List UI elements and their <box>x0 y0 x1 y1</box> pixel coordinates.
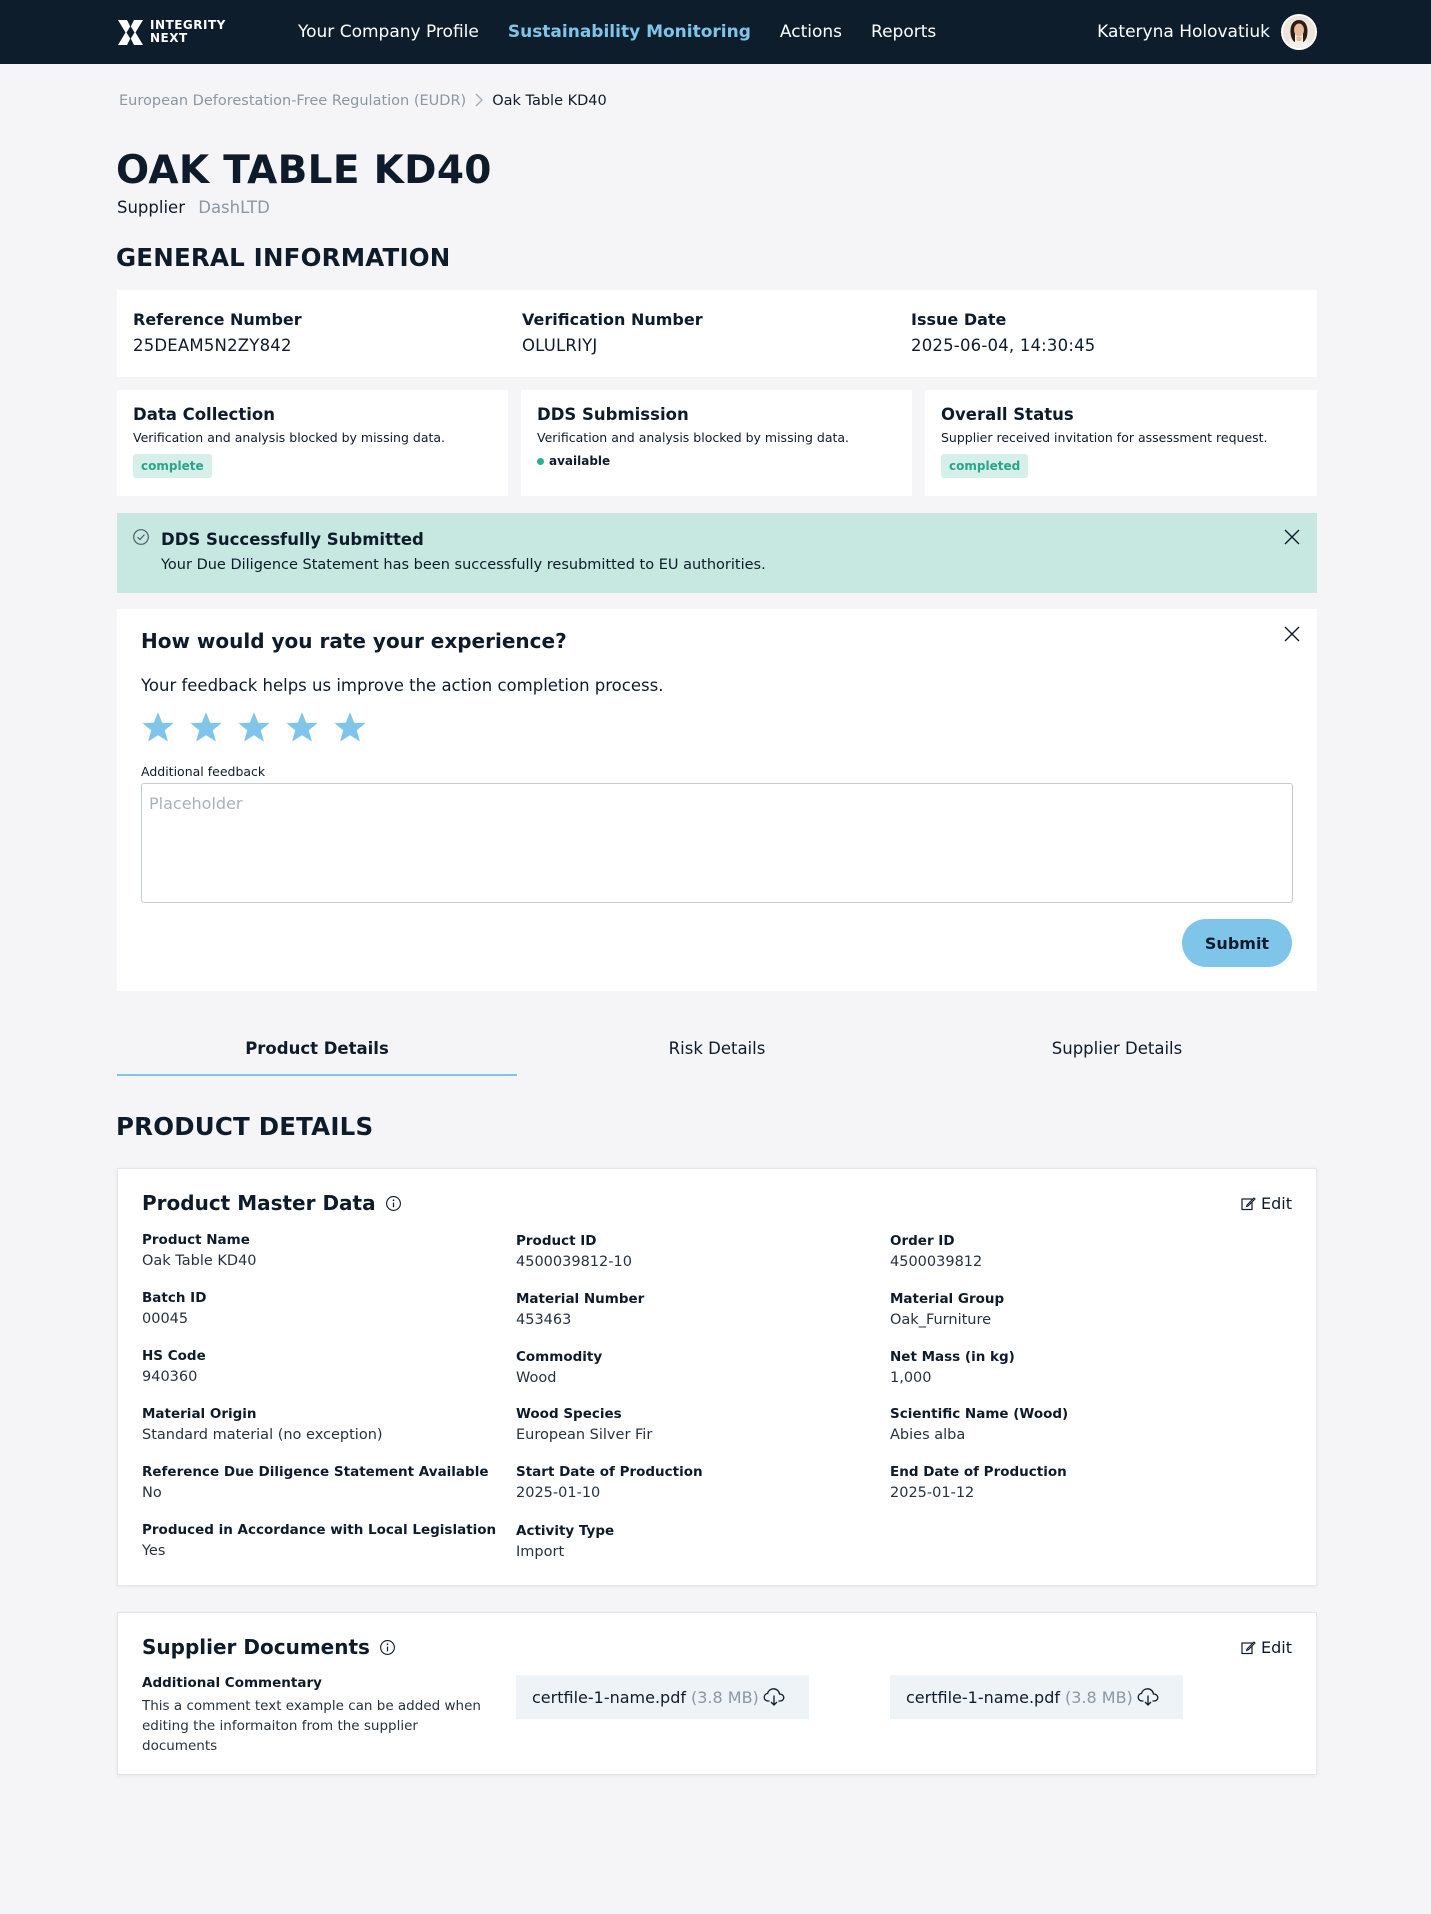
field-value: Yes <box>142 1543 166 1559</box>
verification-number-value: OLULRIYJ <box>522 336 598 355</box>
integrity-next-logo[interactable] <box>116 17 226 47</box>
file-name: certfile-1-name.pdf <box>532 1687 686 1707</box>
edit-icon <box>1241 1640 1256 1655</box>
chevron-right-icon <box>474 92 484 110</box>
data-collection-desc: Verification and analysis blocked by missing data. <box>133 430 446 445</box>
supplier-label: Supplier <box>117 198 185 217</box>
page-title: OAK TABLE KD40 <box>116 148 492 193</box>
field-end-date-production <box>890 1464 1230 1501</box>
user-name: Kateryna Holovatiuk <box>1097 22 1270 42</box>
field-value: No <box>142 1485 162 1501</box>
star-rating <box>141 710 381 744</box>
overall-status-desc: Supplier received invitation for assessment request. <box>941 430 1268 445</box>
additional-commentary <box>142 1675 482 1756</box>
tab-supplier-details[interactable]: Supplier Details <box>1051 1039 1183 1058</box>
field-product-id <box>516 1233 856 1270</box>
status-badge: complete <box>133 454 212 478</box>
supplier-info <box>117 198 270 217</box>
file-chip[interactable] <box>516 1675 809 1719</box>
field-value: 4500039812 <box>890 1254 983 1270</box>
field-label: Product Name <box>142 1232 250 1248</box>
field-label: Start Date of Production <box>516 1464 703 1480</box>
nav-item-company-profile[interactable]: Your Company Profile <box>298 22 479 42</box>
field-value: 00045 <box>142 1311 189 1327</box>
field-value: European Silver Fir <box>516 1427 653 1443</box>
alert-text: Your Due Diligence Statement has been successfully resubmitted to EU authorities. <box>161 557 766 573</box>
field-start-date-production <box>516 1464 856 1501</box>
alert-title: DDS Successfully Submitted <box>161 530 424 549</box>
general-info-card <box>117 290 1317 377</box>
supplier-value: DashLTD <box>198 198 270 217</box>
user-menu[interactable] <box>1097 14 1317 50</box>
field-order-id <box>890 1233 1230 1270</box>
issue-date-field <box>911 310 1096 355</box>
product-master-data-card <box>117 1168 1317 1586</box>
top-navigation-bar <box>0 0 1431 64</box>
product-master-data-heading: Product Master Data <box>142 1191 376 1215</box>
main-nav <box>298 0 965 64</box>
edit-label: Edit <box>1261 1638 1292 1657</box>
field-value: 1,000 <box>890 1370 932 1386</box>
field-material-number <box>516 1291 856 1328</box>
download-cloud-icon[interactable] <box>763 1687 785 1707</box>
field-batch-id <box>142 1290 482 1327</box>
status-badge: completed <box>941 454 1028 478</box>
field-label: Scientific Name (Wood) <box>890 1406 1069 1422</box>
logo-icon <box>116 18 145 47</box>
field-label: Order ID <box>890 1233 955 1249</box>
field-value: Wood <box>516 1370 557 1386</box>
field-reference-dds-available <box>142 1464 502 1501</box>
field-value: Standard material (no exception) <box>142 1427 383 1443</box>
field-value: Oak Table KD40 <box>142 1253 257 1269</box>
field-value: Import <box>516 1544 565 1560</box>
data-collection-title: Data Collection <box>133 405 275 424</box>
field-label: Wood Species <box>516 1406 622 1422</box>
supplier-documents-title <box>142 1635 396 1659</box>
info-icon[interactable] <box>385 1195 402 1212</box>
overall-status-card <box>925 390 1317 496</box>
info-icon[interactable] <box>379 1639 396 1656</box>
field-value: Oak_Furniture <box>890 1312 992 1328</box>
field-label: Material Group <box>890 1291 1005 1307</box>
commentary-text: This a comment text example can be added when editing the informaiton from the supplier documents <box>142 1698 481 1754</box>
field-value: 2025-01-10 <box>516 1485 601 1501</box>
star-icon[interactable] <box>285 710 319 744</box>
breadcrumb-parent-link[interactable]: European Deforestation-Free Regulation (EUDR) <box>119 93 467 109</box>
overall-status-title: Overall Status <box>941 405 1074 424</box>
field-value: 4500039812-10 <box>516 1254 632 1270</box>
dds-status <box>537 454 896 468</box>
feedback-label: Additional feedback <box>141 764 266 779</box>
success-alert <box>117 513 1317 593</box>
reference-number-label: Reference Number <box>133 310 302 329</box>
tab-risk-details[interactable]: Risk Details <box>668 1039 766 1058</box>
edit-icon <box>1241 1196 1256 1211</box>
star-icon[interactable] <box>141 710 175 744</box>
field-label: Batch ID <box>142 1290 207 1306</box>
field-label: Material Origin <box>142 1406 257 1422</box>
field-material-origin <box>142 1406 482 1443</box>
file-size: (3.8 MB) <box>1065 1687 1133 1707</box>
dds-submission-card <box>521 390 912 496</box>
breadcrumb <box>119 92 607 110</box>
field-label: Material Number <box>516 1291 645 1307</box>
field-wood-species <box>516 1406 856 1443</box>
status-dot-icon <box>537 458 544 465</box>
file-chip[interactable] <box>890 1675 1183 1719</box>
field-scientific-name <box>890 1406 1230 1443</box>
nav-item-reports[interactable]: Reports <box>871 22 937 42</box>
tab-product-details[interactable]: Product Details <box>117 1024 517 1076</box>
logo-line-2: NEXT <box>150 31 188 45</box>
field-product-name <box>142 1232 482 1269</box>
detail-tabs <box>117 1024 1317 1076</box>
check-circle-icon <box>132 528 150 546</box>
field-label: Net Mass (in kg) <box>890 1349 1015 1365</box>
logo-wordmark <box>150 19 226 45</box>
field-label: Activity Type <box>516 1523 615 1539</box>
field-local-legislation <box>142 1522 502 1559</box>
verification-number-field <box>522 310 703 355</box>
field-label: Reference Due Diligence Statement Available <box>142 1464 489 1480</box>
field-activity-type <box>516 1523 856 1560</box>
field-label: HS Code <box>142 1348 206 1364</box>
reference-number-value: 25DEAM5N2ZY842 <box>133 336 292 355</box>
dds-status-text: available <box>549 454 611 468</box>
field-value: 453463 <box>516 1312 572 1328</box>
rating-title: How would you rate your experience? <box>141 629 567 653</box>
field-label: Commodity <box>516 1349 603 1365</box>
field-hs-code <box>142 1348 482 1385</box>
file-name: certfile-1-name.pdf <box>906 1687 1060 1707</box>
submit-button[interactable]: Submit <box>1182 919 1292 967</box>
field-commodity <box>516 1349 856 1386</box>
avatar[interactable] <box>1281 14 1317 50</box>
rating-card <box>117 609 1317 991</box>
edit-button[interactable] <box>1241 1194 1292 1213</box>
field-value: 940360 <box>142 1369 198 1385</box>
star-icon[interactable] <box>237 710 271 744</box>
breadcrumb-current: Oak Table KD40 <box>492 93 607 109</box>
issue-date-label: Issue Date <box>911 310 1007 329</box>
verification-number-label: Verification Number <box>522 310 703 329</box>
field-material-group <box>890 1291 1230 1328</box>
field-label: Produced in Accordance with Local Legislation <box>142 1522 497 1538</box>
field-net-mass <box>890 1349 1230 1386</box>
dds-submission-title: DDS Submission <box>537 405 689 424</box>
star-icon[interactable] <box>189 710 223 744</box>
field-label: Product ID <box>516 1233 597 1249</box>
supplier-documents-heading: Supplier Documents <box>142 1635 370 1659</box>
general-information-title: GENERAL INFORMATION <box>116 243 451 272</box>
close-icon[interactable] <box>1282 624 1302 644</box>
logo-line-1: INTEGRITY <box>150 18 226 32</box>
field-value: Abies alba <box>890 1427 966 1443</box>
edit-button[interactable] <box>1241 1638 1292 1657</box>
data-collection-card <box>117 390 508 496</box>
close-icon[interactable] <box>1282 527 1302 547</box>
download-cloud-icon[interactable] <box>1137 1687 1159 1707</box>
product-details-title: PRODUCT DETAILS <box>116 1112 374 1141</box>
feedback-textarea[interactable] <box>141 783 1293 903</box>
issue-date-value: 2025-06-04, 14:30:45 <box>911 336 1096 355</box>
supplier-documents-card <box>117 1612 1317 1775</box>
dds-submission-desc: Verification and analysis blocked by missing data. <box>537 430 850 445</box>
field-label: End Date of Production <box>890 1464 1067 1480</box>
file-size: (3.8 MB) <box>691 1687 759 1707</box>
nav-item-sustainability-monitoring[interactable]: Sustainability Monitoring <box>507 22 751 42</box>
commentary-label: Additional Commentary <box>142 1675 322 1691</box>
nav-item-actions[interactable]: Actions <box>779 22 843 42</box>
reference-number-field <box>133 310 302 355</box>
edit-label: Edit <box>1261 1194 1292 1213</box>
rating-subtitle: Your feedback helps us improve the action completion process. <box>141 676 664 695</box>
field-value: 2025-01-12 <box>890 1485 975 1501</box>
product-master-data-title <box>142 1191 402 1215</box>
star-icon[interactable] <box>333 710 367 744</box>
